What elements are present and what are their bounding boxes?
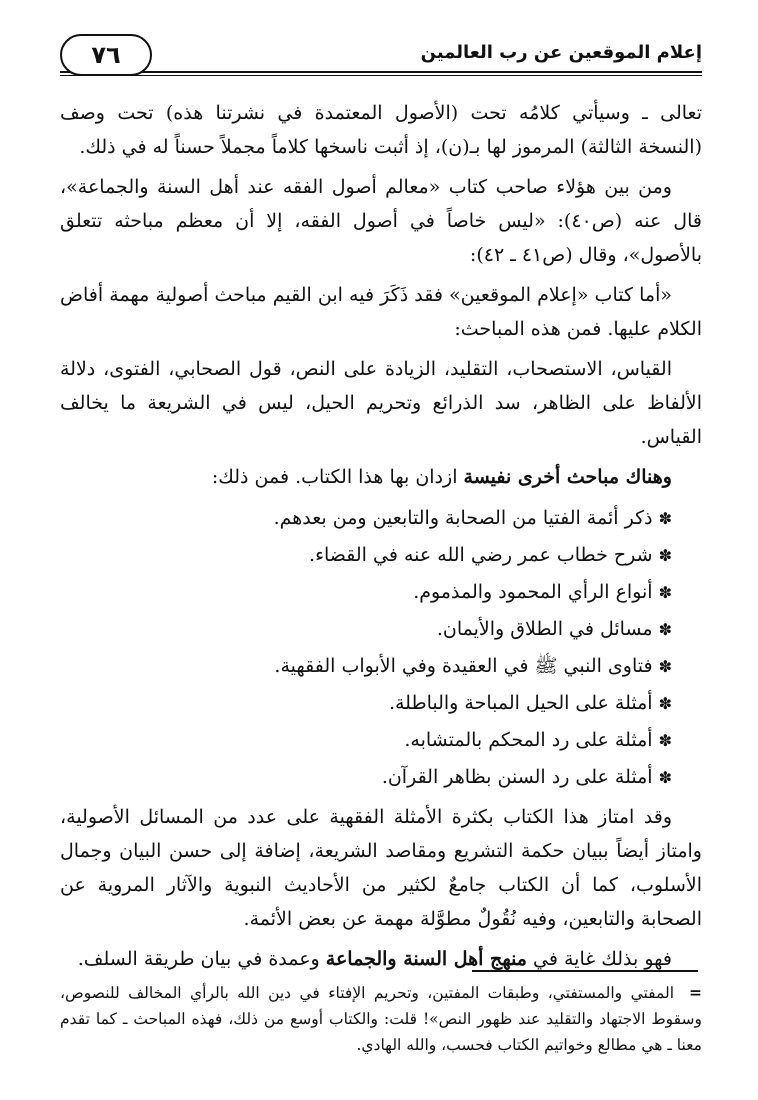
paragraph-5-bold: وهناك مباحث أخرى نفيسة xyxy=(463,466,672,488)
list-item-text: أمثلة على رد المحكم بالمتشابه. xyxy=(404,729,653,751)
footnote-divider xyxy=(472,970,698,972)
list-item-text: مسائل في الطلاق والأيمان. xyxy=(436,618,653,640)
paragraph-7-start: فهو بذلك غاية في xyxy=(527,948,672,970)
main-text xyxy=(60,96,702,982)
list-item xyxy=(60,759,672,796)
list-item xyxy=(60,611,672,648)
list-item-text: أنواع الرأي المحمود والمذموم. xyxy=(413,581,653,603)
list-item xyxy=(60,648,672,685)
footnote xyxy=(60,980,702,1058)
list-item-text: شرح خطاب عمر رضي الله عنه في القضاء. xyxy=(309,544,653,566)
paragraph-5 xyxy=(60,460,702,494)
list-item-text: أمثلة على رد السنن بظاهر القرآن. xyxy=(381,766,653,788)
list-item-text: أمثلة على الحيل المباحة والباطلة. xyxy=(388,692,653,714)
page-header xyxy=(60,34,702,82)
paragraph-3: «أما كتاب «إعلام الموقعين» فقد ذَكَرَ فيه ابن القيم مباحث أصولية مهمة أفاض الكلام عليها. فمن هذه المباحث: xyxy=(60,284,702,340)
topics-list xyxy=(60,500,702,796)
list-item xyxy=(60,685,672,722)
asterisk-bullet-icon: ✽ xyxy=(658,768,672,787)
list-item xyxy=(60,537,672,574)
asterisk-bullet-icon: ✽ xyxy=(658,694,672,713)
asterisk-bullet-icon: ✽ xyxy=(658,546,672,565)
running-title: إعلام الموقعين عن رب العالمين xyxy=(420,42,702,63)
paragraph-4: القياس، الاستصحاب، التقليد، الزيادة على النص، قول الصحابي، الفتوى، دلالة الألفاظ على الظاهر، سد الذرائع وتحريم الحيل، ليس في الشريعة ما يخالف القياس. xyxy=(60,358,702,448)
asterisk-bullet-icon: ✽ xyxy=(658,657,672,676)
footnote-marker: = xyxy=(689,983,702,1002)
asterisk-bullet-icon: ✽ xyxy=(658,731,672,750)
footnote-text: المفتي والمستفتي، وطبقات المفتين، وتحريم الإفتاء في دين الله بالرأي المخالف للنصوص، وسقوط الاجتهاد والتقليد عند ظهور النص»! قلت: والكتاب أوسع من ذلك، فهذه المباحث ـ كما تقدم معنا ـ هي مطالع وخواتيم الكتاب فحسب، والله الهادي. xyxy=(60,984,702,1054)
paragraph-1: تعالى ـ وسيأتي كلامُه تحت (الأصول المعتمدة في نشرتنا هذه) تحت وصف (النسخة الثالثة) المرموز لها بـ(ن)، إذ أثبت ناسخها كلاماً مجملاً حسناً له في ذلك. xyxy=(60,102,702,158)
asterisk-bullet-icon: ✽ xyxy=(658,509,672,528)
paragraph-5-rest: ازدان بها هذا الكتاب. فمن ذلك: xyxy=(211,466,464,488)
list-item xyxy=(60,722,672,759)
list-item-text: فتاوى النبي ﷺ في العقيدة وفي الأبواب الفقهية. xyxy=(274,655,653,677)
header-rule xyxy=(60,71,702,76)
asterisk-bullet-icon: ✽ xyxy=(658,583,672,602)
paragraph-7-bold: منهج أهل السنة والجماعة xyxy=(325,948,527,970)
paragraph-7-end: وعمدة في بيان طريقة السلف. xyxy=(77,948,326,970)
paragraph-2: ومن بين هؤلاء صاحب كتاب «معالم أصول الفقه عند أهل السنة والجماعة»، قال عنه (ص٤٠): «ليس خاصاً في أصول الفقه، إلا أن معظم مباحثه تتعلق بالأصول»، وقال (ص٤١ ـ ٤٢): xyxy=(60,176,702,266)
list-item xyxy=(60,574,672,611)
paragraph-6: وقد امتاز هذا الكتاب بكثرة الأمثلة الفقهية على عدد من المسائل الأصولية، وامتاز أيضاً ببيان حكمة التشريع ومقاصد الشريعة، إضافة إلى حسن البيان وجمال الأسلوب، كما أن الكتاب جامعٌ لكثير من الأحاديث النبوية والآثار المروية عن الصحابة والتابعين، وفيه نُقُولٌ مطوَّلة مهمة عن بعض الأئمة. xyxy=(60,806,702,930)
list-item-text: ذكر أئمة الفتيا من الصحابة والتابعين ومن بعدهم. xyxy=(273,507,653,529)
list-item xyxy=(60,500,672,537)
asterisk-bullet-icon: ✽ xyxy=(658,620,672,639)
page-number: ٧٦ xyxy=(60,34,152,76)
